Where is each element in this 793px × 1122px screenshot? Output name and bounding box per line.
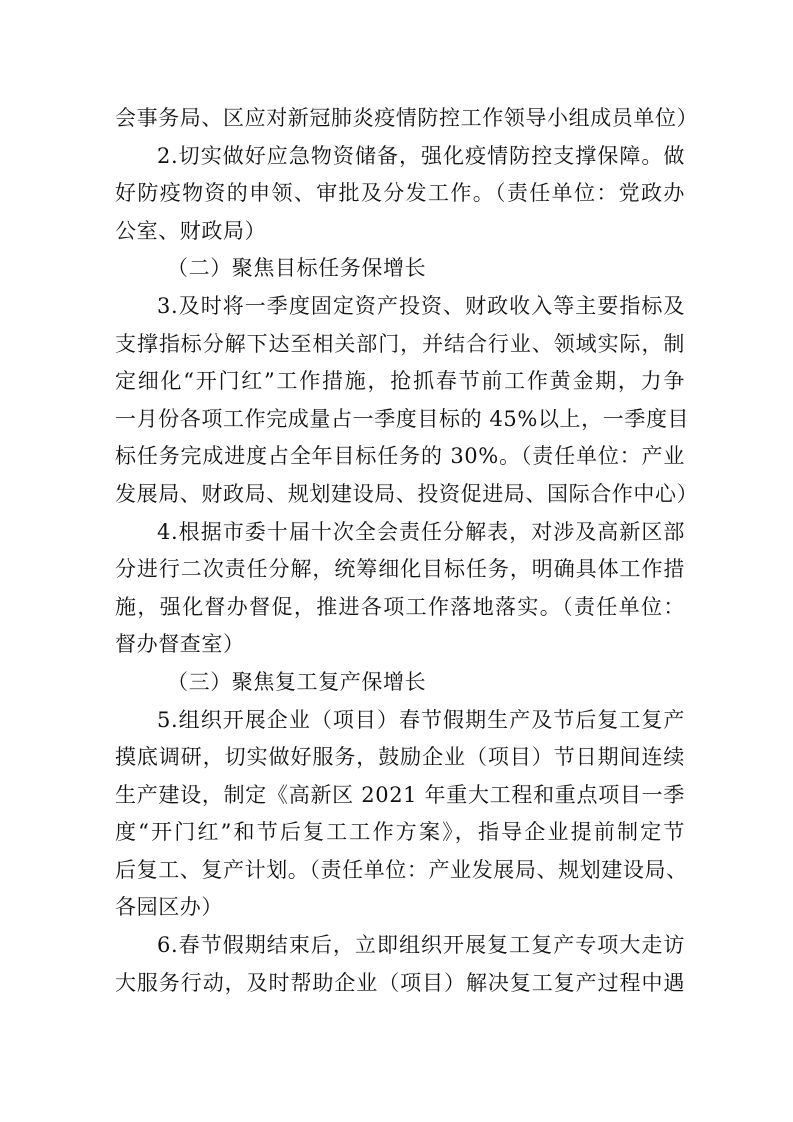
paragraph bbox=[115, 514, 685, 664]
text-line: 大服务行动，及时帮助企业（项目）解决复工复产过程中遇 bbox=[115, 970, 685, 995]
text-line: 标任务完成进度占全年目标任务的 30%。（责任单位：产业 bbox=[115, 444, 685, 469]
text-line: 发展局、财政局、规划建设局、投资促进局、国际合作中心） bbox=[115, 481, 699, 506]
heading-text: （三）聚焦复工复产保增长 bbox=[167, 669, 427, 694]
paragraph bbox=[115, 702, 688, 928]
text-line: 好防疫物资的申领、审批及分发工作。（责任单位：党政办 bbox=[115, 181, 685, 206]
text-line: 6.春节假期结束后，立即组织开展复工复产专项大走访 bbox=[157, 933, 685, 958]
paragraph bbox=[115, 100, 699, 138]
text-line: 会事务局、区应对新冠肺炎疫情防控工作领导小组成员单位） bbox=[115, 106, 699, 130]
text-line: 生产建设，制定《高新区 2021 年重大工程和重点项目一季 bbox=[115, 782, 685, 807]
text-line: 摸底调研，切实做好服务，鼓励企业（项目）节日期间连续 bbox=[115, 745, 685, 770]
paragraph bbox=[115, 927, 685, 1002]
text-line: 度“开门红”和节后复工工作方案》，指导企业提前制定节 bbox=[115, 820, 685, 845]
paragraph bbox=[115, 288, 699, 514]
section-heading bbox=[115, 250, 685, 288]
text-line: 2.切实做好应急物资储备，强化疫情防控支撑保障。做 bbox=[157, 143, 685, 168]
text-line: 分进行二次责任分解，统筹细化目标任务，明确具体工作措 bbox=[115, 557, 685, 582]
text-line: 后复工、复产计划。（责任单位：产业发展局、规划建设局、 bbox=[115, 857, 688, 882]
text-line: 3.及时将一季度固定资产投资、财政收入等主要指标及 bbox=[157, 293, 685, 318]
text-line: 5.组织开展企业（项目）春节假期生产及节后复工复产 bbox=[157, 707, 685, 732]
text-line: 施，强化督办督促，推进各项工作落地落实。（责任单位： bbox=[115, 594, 685, 619]
text-line: 4.根据市委十届十次全会责任分解表，对涉及高新区部 bbox=[157, 519, 685, 544]
document-body bbox=[115, 100, 699, 1002]
paragraph bbox=[115, 138, 685, 251]
text-line: 一月份各项工作完成量占一季度目标的 45%以上，一季度目 bbox=[115, 406, 690, 431]
text-line: 各园区办） bbox=[115, 895, 223, 920]
text-line: 支撑指标分解下达至相关部门，并结合行业、领域实际，制 bbox=[115, 331, 685, 356]
text-line: 定细化“开门红”工作措施，抢抓春节前工作黄金期，力争 bbox=[115, 369, 685, 394]
section-heading bbox=[115, 664, 685, 702]
text-line: 督办督查室） bbox=[115, 632, 245, 657]
text-line: 公室、财政局） bbox=[115, 218, 267, 243]
heading-text: （二）聚焦目标任务保增长 bbox=[167, 256, 427, 281]
